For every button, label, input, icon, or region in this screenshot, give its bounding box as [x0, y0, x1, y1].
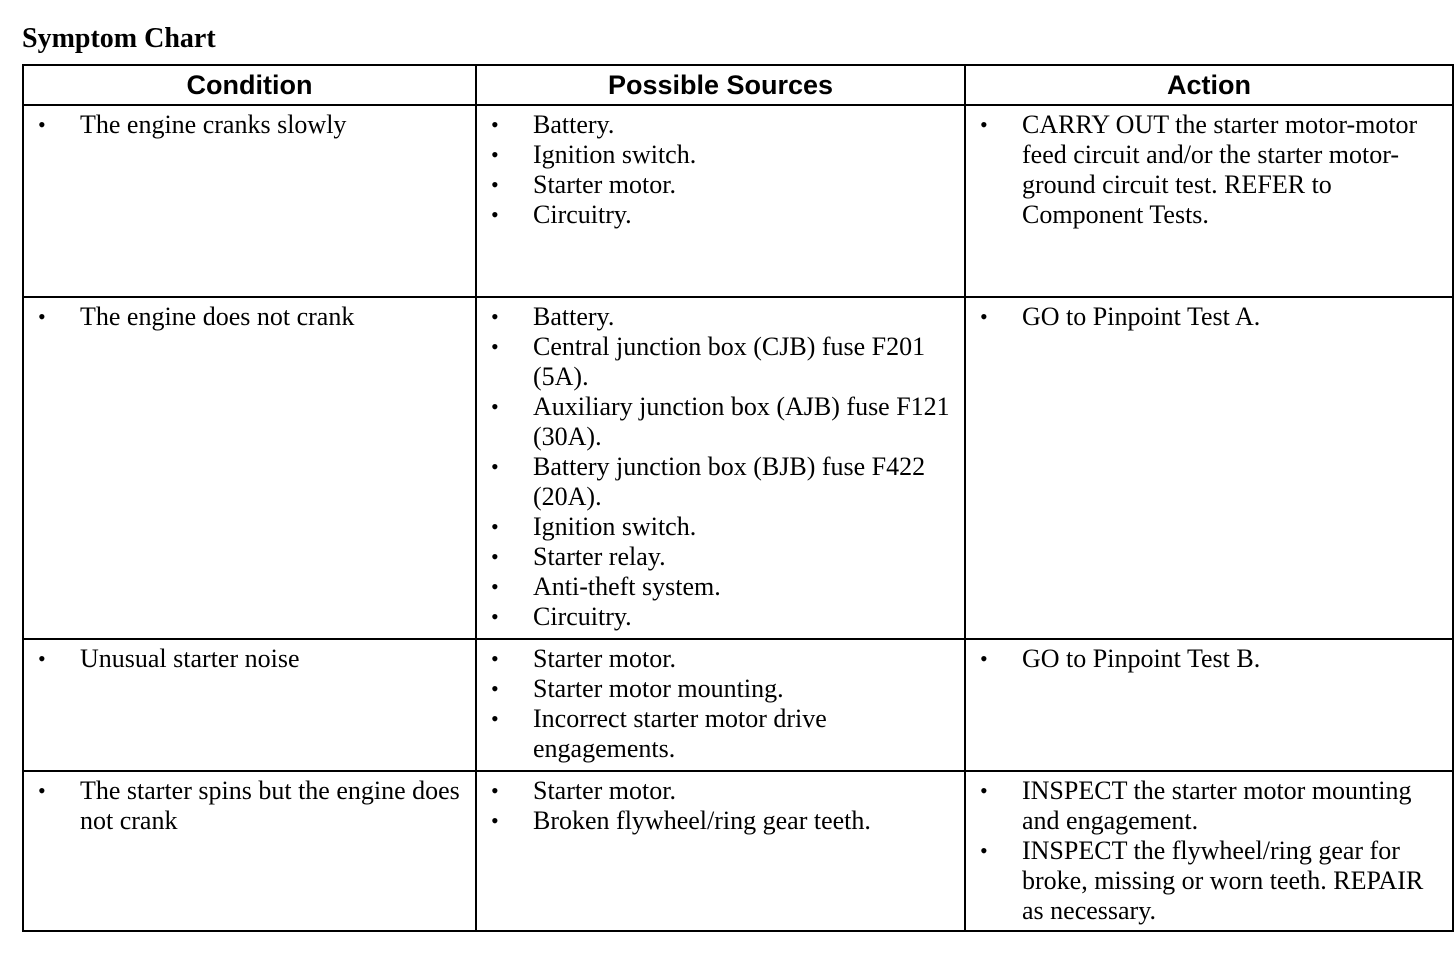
sources-cell: [476, 105, 965, 297]
list-item: • The starter spins but the engine does not crank: [24, 776, 467, 836]
sources-list: [477, 640, 964, 764]
condition-cell: [23, 771, 476, 931]
list-item: • Incorrect starter motor drive engagements.: [477, 704, 956, 764]
list-item: • Auxiliary junction box (AJB) fuse F121 (30A).: [477, 392, 956, 452]
condition-cell: [23, 639, 476, 771]
condition-cell: [23, 297, 476, 639]
action-cell: [965, 297, 1453, 639]
action-list: [966, 640, 1452, 674]
list-item: • The engine cranks slowly: [24, 110, 467, 140]
list-item: • Broken flywheel/ring gear teeth.: [477, 806, 956, 836]
table-row: [23, 639, 1453, 771]
action-list: [966, 106, 1452, 230]
list-item: • Central junction box (CJB) fuse F201 (5A).: [477, 332, 956, 392]
action-cell: [965, 771, 1453, 931]
page-title: Symptom Chart: [22, 23, 216, 54]
list-item: • Starter motor.: [477, 776, 956, 806]
action-list: [966, 298, 1452, 332]
condition-list: [24, 640, 475, 674]
sources-list: [477, 298, 964, 632]
list-item: • INSPECT the flywheel/ring gear for broke, missing or worn teeth. REPAIR as necessary.: [966, 836, 1444, 926]
table-row: [23, 105, 1453, 297]
header-possible-sources: Possible Sources: [476, 65, 965, 105]
condition-list: [24, 772, 475, 836]
sources-list: [477, 772, 964, 836]
list-item: • GO to Pinpoint Test A.: [966, 302, 1444, 332]
action-cell: [965, 105, 1453, 297]
action-list: [966, 772, 1452, 926]
list-item: • The engine does not crank: [24, 302, 467, 332]
list-item: • Starter relay.: [477, 542, 956, 572]
list-item: • Anti-theft system.: [477, 572, 956, 602]
table-header-row: [23, 65, 1453, 105]
condition-list: [24, 298, 475, 332]
action-cell: [965, 639, 1453, 771]
list-item: • Circuitry.: [477, 602, 956, 632]
list-item: • Starter motor.: [477, 644, 956, 674]
list-item: • Starter motor mounting.: [477, 674, 956, 704]
list-item: • GO to Pinpoint Test B.: [966, 644, 1444, 674]
header-action: Action: [965, 65, 1453, 105]
sources-list: [477, 106, 964, 230]
sources-cell: [476, 639, 965, 771]
header-condition: Condition: [23, 65, 476, 105]
sources-cell: [476, 771, 965, 931]
symptom-table: [22, 64, 1454, 932]
list-item: • CARRY OUT the starter motor-motor feed circuit and/or the starter motor-ground circuit test. REFER to Component Tests.: [966, 110, 1444, 230]
table-row: [23, 771, 1453, 931]
list-item: • Battery.: [477, 110, 956, 140]
list-item: • Ignition switch.: [477, 140, 956, 170]
list-item: • INSPECT the starter motor mounting and engagement.: [966, 776, 1444, 836]
list-item: • Ignition switch.: [477, 512, 956, 542]
list-item: • Unusual starter noise: [24, 644, 467, 674]
condition-list: [24, 106, 475, 140]
list-item: • Circuitry.: [477, 200, 956, 230]
sources-cell: [476, 297, 965, 639]
list-item: • Battery.: [477, 302, 956, 332]
list-item: • Battery junction box (BJB) fuse F422 (20A).: [477, 452, 956, 512]
list-item: • Starter motor.: [477, 170, 956, 200]
condition-cell: [23, 105, 476, 297]
table-row: [23, 297, 1453, 639]
